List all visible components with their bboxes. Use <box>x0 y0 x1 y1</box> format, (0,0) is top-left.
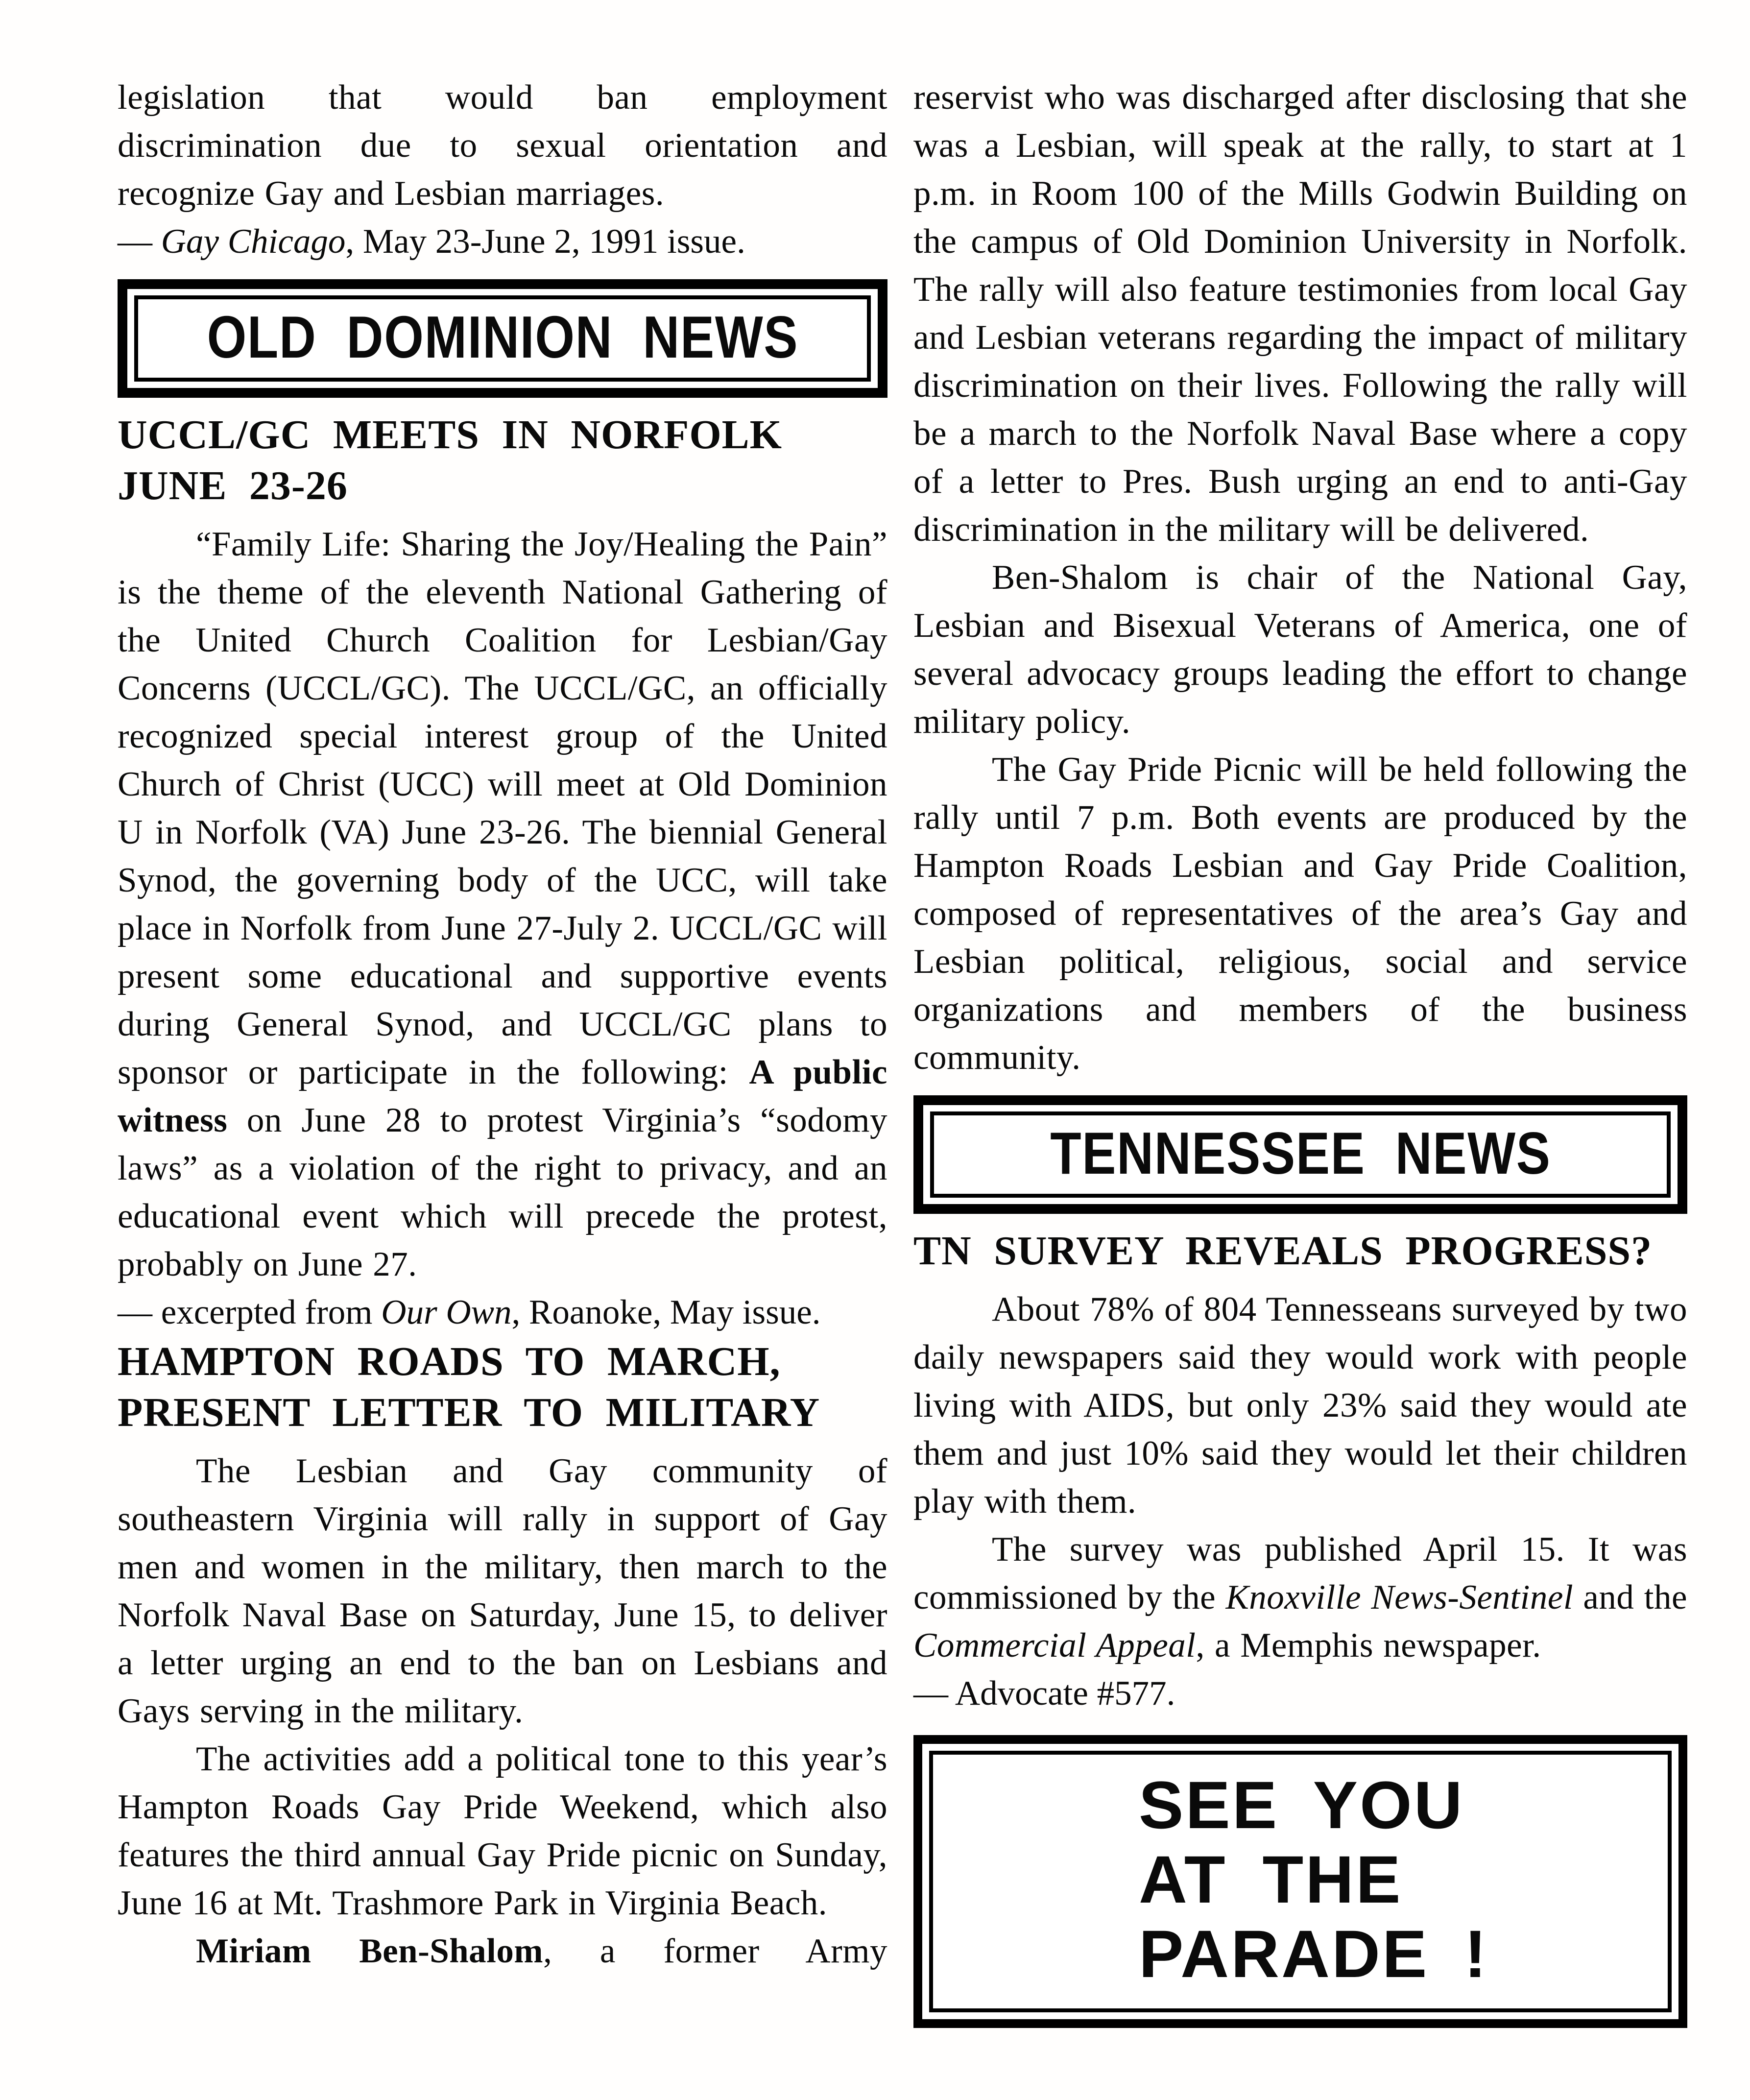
hampton-paragraph-3-rest: , a former Army <box>543 1932 887 1970</box>
our-own-attribution <box>118 1288 887 1336</box>
hampton-paragraph-2: The activities add a political tone to this year’s Hampton Roads Gay Pride Weekend, which also features the third annual Gay Pride picnic on Sunday, June 16 at Mt. Trashmore Park in Virginia Beach. <box>118 1740 887 1922</box>
old-dominion-news-banner <box>118 279 887 398</box>
hampton-heading-line-2: PRESENT LETTER TO MILITARY <box>118 1390 820 1435</box>
miriam-ben-shalom-bold: Miriam Ben-Shalom <box>196 1932 544 1970</box>
tennessee-news-banner-inner <box>930 1111 1671 1198</box>
gay-chicago-attribution <box>118 217 887 266</box>
intro-continuation-paragraph: legislation that would ban employment discrimination due to sexual orientation and recognize Gay and Lesbian marriages. <box>118 78 887 213</box>
our-own-attribution-pre: — excerpted from <box>118 1293 382 1331</box>
parade-line-2: AT THE <box>1139 1842 1403 1917</box>
our-own-attribution-source: Our Own <box>381 1293 512 1331</box>
ucclgc-heading-line-2: JUNE 23-26 <box>118 463 348 508</box>
gay-pride-picnic-paragraph: The Gay Pride Picnic will be held following the rally until 7 p.m. Both events are produced by the Hampton Roads Lesbian and Gay Pride Coalition, composed of representatives of the area’s Gay and Lesbian political, religious, social and service organizations and members of the business community. <box>913 750 1687 1077</box>
tn-survey-paragraph-2-rest: , a Memphis newspaper. <box>1196 1626 1541 1665</box>
parade-box <box>913 1735 1687 2028</box>
left-column <box>118 73 887 2028</box>
advocate-attribution: — Advocate #577. <box>913 1674 1175 1713</box>
commercial-appeal-italic: Commercial Appeal <box>913 1626 1196 1665</box>
hampton-paragraph-3 <box>118 1927 887 1975</box>
tennessee-news-banner-label: TENNESSEE NEWS <box>1050 1120 1551 1186</box>
parade-line-1: SEE YOU <box>1139 1768 1464 1843</box>
ucclgc-body-paragraph <box>118 520 887 1288</box>
parade-box-inner <box>929 1751 1672 2012</box>
ucclgc-body-pre: “Family Life: Sharing the Joy/Healing the Pain” is the theme of the eleventh National Gathering of the United Church Coalition for Lesbian/Gay Concerns (UCCL/GC). The UCCL/GC, an officially recognized special interest group of the United Church of Christ (UCC) will meet at Old Dominion U in Norfolk (VA) June 23-26. The biennial General Synod, the governing body of the UCC, will take place in Norfolk from June 27-July 2. UCCL/GC will present some educational and supportive events during General Synod, and UCCL/GC plans to sponsor or participate in the following: <box>118 525 887 1091</box>
tn-survey-paragraph-1: About 78% of 804 Tennesseans surveyed by two daily newspapers said they would work with people living with AIDS, but only 23% said they would ate them and just 10% said they would let their children play with them. <box>913 1290 1687 1521</box>
hampton-paragraph-1: The Lesbian and Gay community of southeastern Virginia will rally in support of Gay men and women in the military, then march to the Norfolk Naval Base on Saturday, June 15, to deliver a letter urging an end to the ban on Lesbians and Gays serving in the military. <box>118 1452 887 1730</box>
knoxville-news-sentinel-italic: Knoxville News-Sentinel <box>1225 1578 1574 1617</box>
tn-survey-paragraph-2-pre: The survey was published April 15. It was commissioned by the <box>913 1530 1687 1617</box>
tn-survey-heading: TN SURVEY REVEALS PROGRESS? <box>913 1228 1653 1274</box>
right-column <box>913 73 1687 2028</box>
attribution-source: Gay Chicago <box>161 222 346 261</box>
our-own-attribution-rest: , Roanoke, May issue. <box>511 1293 821 1331</box>
attribution-dash: — <box>118 222 161 261</box>
ucclgc-heading-line-1: UCCL/GC MEETS IN NORFOLK <box>118 412 783 458</box>
rally-continuation-paragraph: reservist who was discharged after disclosing that she was a Lesbian, will speak at the rally, to start at 1 p.m. in Room 100 of the Mills Godwin Building on the campus of Old Dominion University in Norfolk. The rally will also feature testimonies from local Gay and Lesbian veterans regarding the impact of military discrimination on their lives. Following the rally will be a march to the Norfolk Naval Base where a copy of a letter to Pres. Bush urging an end to anti-Gay discrimination in the military will be delivered. <box>913 78 1687 549</box>
tn-survey-paragraph-2 <box>913 1525 1687 1669</box>
attribution-rest: , May 23-June 2, 1991 issue. <box>345 222 745 261</box>
parade-line-3: PARADE ! <box>1139 1917 1489 1992</box>
ucclgc-body-bold-phrase: A public witness <box>118 1053 887 1139</box>
hampton-heading-line-1: HAMPTON ROADS TO MARCH, <box>118 1339 781 1384</box>
ben-shalom-chair-paragraph: Ben-Shalom is chair of the National Gay, Lesbian and Bisexual Veterans of America, one of several advocacy groups leading the effort to change military policy. <box>913 558 1687 741</box>
tennessee-news-banner <box>913 1095 1687 1214</box>
tn-survey-paragraph-2-mid: and the <box>1573 1578 1688 1617</box>
ucclgc-body-post: on June 28 to protest Virginia’s “sodomy laws” as a violation of the right to privacy, and an educational event which will precede the protest, probably on June 27. <box>118 1101 887 1283</box>
old-dominion-news-banner-inner <box>134 295 871 382</box>
old-dominion-news-banner-label: OLD DOMINION NEWS <box>207 304 798 370</box>
columns <box>118 73 1750 2028</box>
